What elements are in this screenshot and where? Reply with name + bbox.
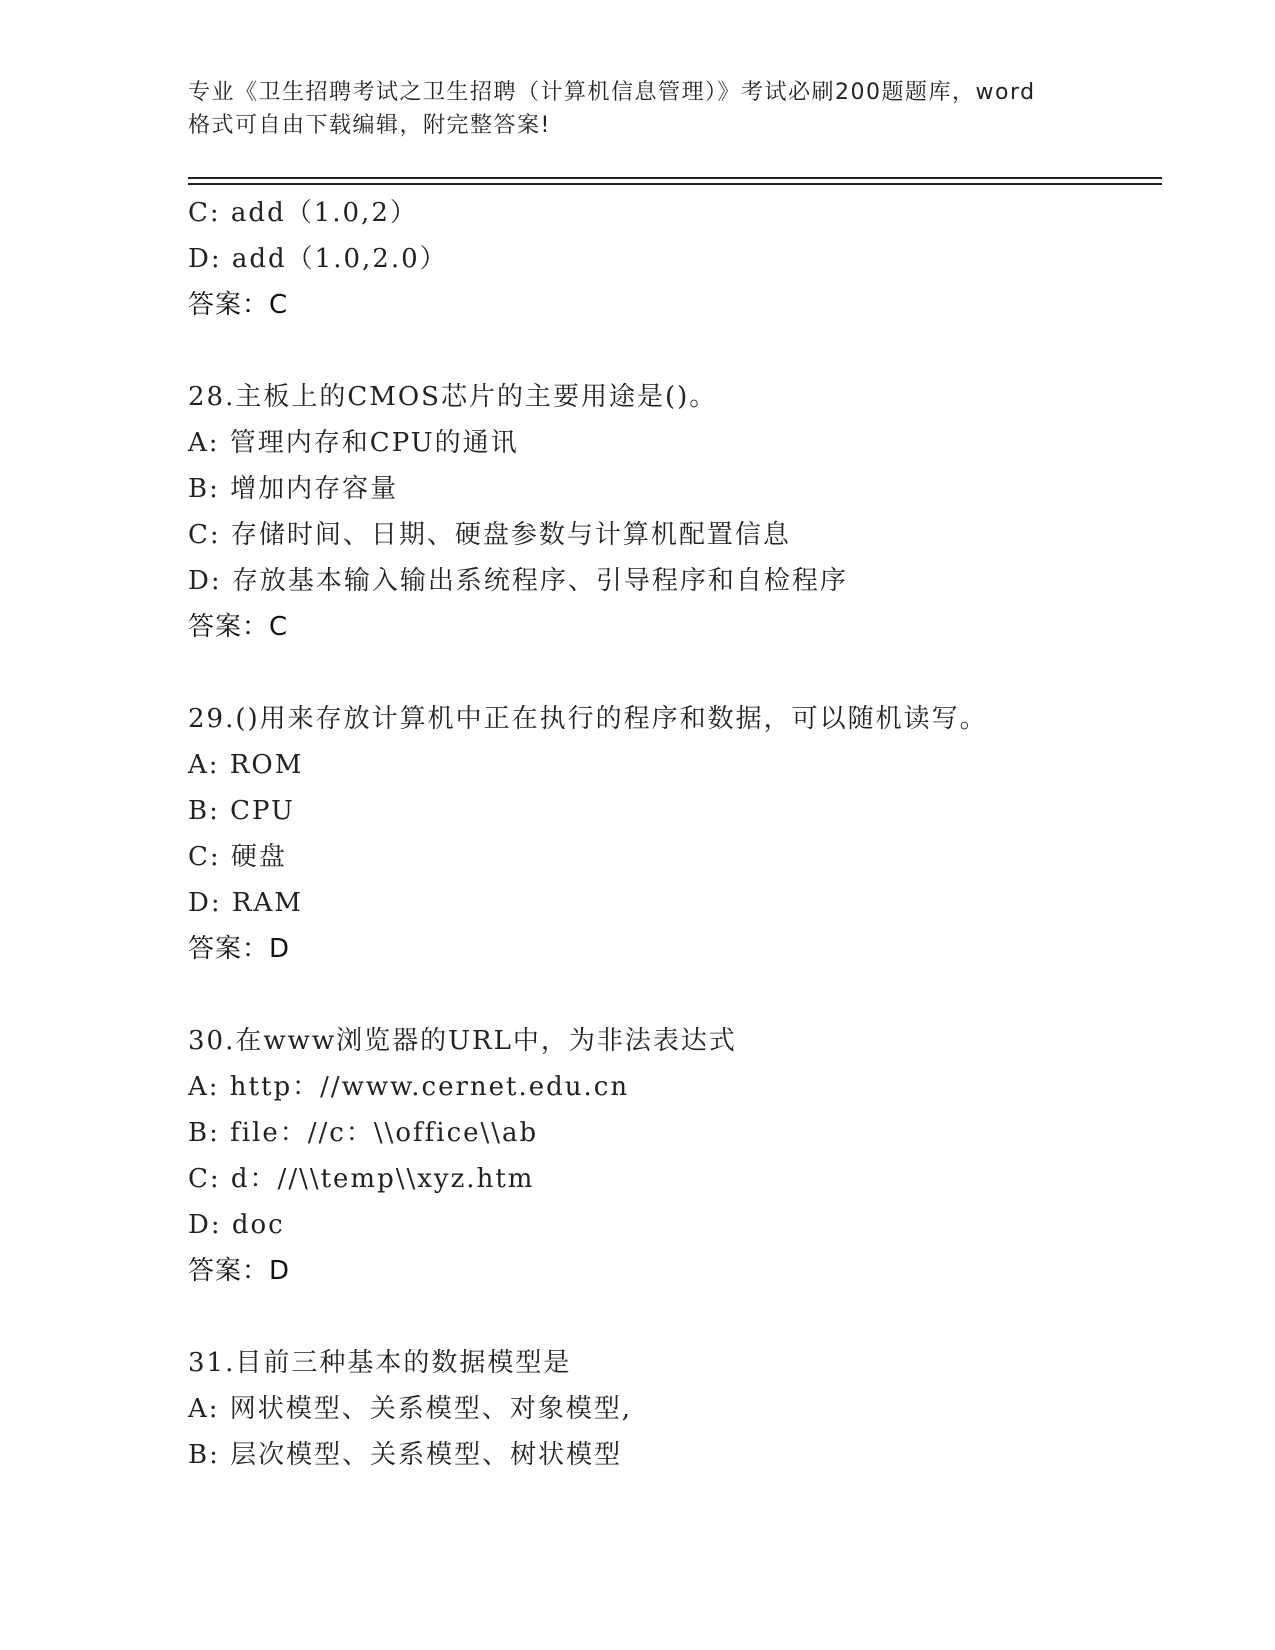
option-c: C: 存储时间、日期、硬盘参数与计算机配置信息 xyxy=(188,520,791,550)
option-b: B: CPU xyxy=(188,796,295,826)
question-30 xyxy=(188,1018,1162,1294)
header-divider-top xyxy=(188,177,1162,179)
header-line-2: 格式可自由下载编辑，附完整答案! xyxy=(188,113,551,138)
document-header xyxy=(188,76,1088,142)
question-list xyxy=(188,190,1162,1478)
option-c: C: 硬盘 xyxy=(188,842,287,872)
option-b: B: file：//c：\\office\\ab xyxy=(188,1118,539,1148)
answer: 答案：D xyxy=(188,1256,291,1286)
question-28 xyxy=(188,374,1162,650)
option-d: D: doc xyxy=(188,1210,285,1240)
header-line-1: 专业《卫生招聘考试之卫生招聘（计算机信息管理）》考试必刷200题题库，word xyxy=(188,80,1036,105)
option-a: A: 网状模型、关系模型、对象模型, xyxy=(188,1394,633,1424)
header-divider-bottom xyxy=(188,183,1162,185)
option-c: C: add（1.0,2） xyxy=(188,198,418,228)
spacer xyxy=(188,1294,1162,1340)
option-a: A: http：//www.cernet.edu.cn xyxy=(188,1072,630,1102)
option-d: D: 存放基本输入输出系统程序、引导程序和自检程序 xyxy=(188,566,848,596)
answer: 答案：D xyxy=(188,934,291,964)
question-text: 28.主板上的CMOS芯片的主要用途是()。 xyxy=(188,382,718,412)
option-d: D: add（1.0,2.0） xyxy=(188,244,448,274)
option-a: A: ROM xyxy=(188,750,304,780)
question-27 xyxy=(188,190,1162,328)
question-31 xyxy=(188,1340,1162,1478)
spacer xyxy=(188,650,1162,696)
question-29 xyxy=(188,696,1162,972)
option-d: D: RAM xyxy=(188,888,303,918)
question-text: 31.目前三种基本的数据模型是 xyxy=(188,1348,572,1378)
option-c: C: d：//\\temp\\xyz.htm xyxy=(188,1164,535,1194)
answer: 答案：C xyxy=(188,290,289,320)
option-a: A: 管理内存和CPU的通讯 xyxy=(188,428,519,458)
spacer xyxy=(188,328,1162,374)
question-text: 30.在www浏览器的URL中，为非法表达式 xyxy=(188,1026,737,1056)
spacer xyxy=(188,972,1162,1018)
option-b: B: 层次模型、关系模型、树状模型 xyxy=(188,1440,623,1470)
answer: 答案：C xyxy=(188,612,289,642)
question-text: 29.()用来存放计算机中正在执行的程序和数据，可以随机读写。 xyxy=(188,704,988,734)
option-b: B: 增加内存容量 xyxy=(188,474,399,504)
